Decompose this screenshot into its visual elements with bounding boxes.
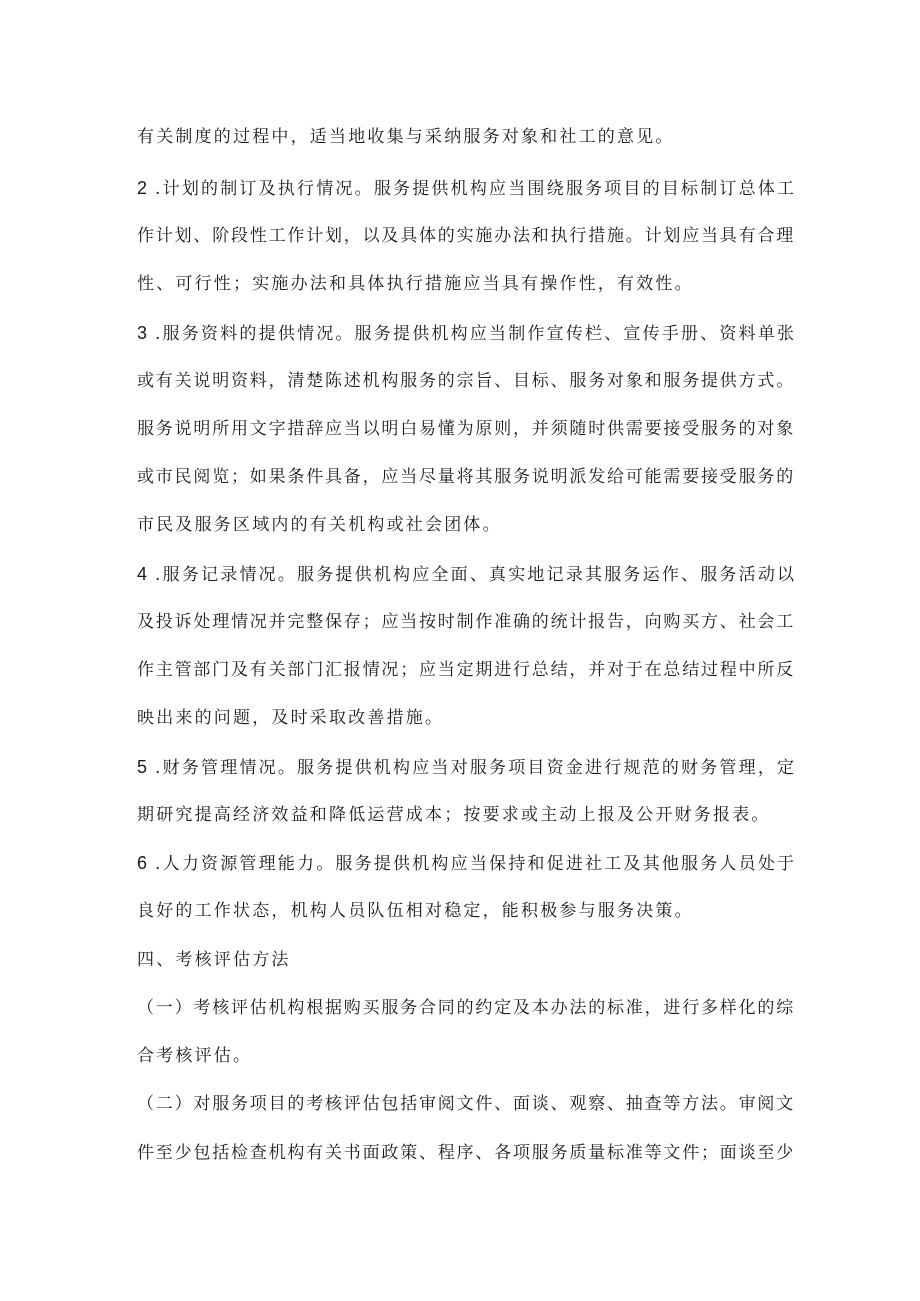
numbered-line <box>137 851 797 876</box>
item-number: 5 <box>137 757 148 777</box>
item-number: 3 <box>137 323 148 343</box>
text-line-body: 作主管部门及有关部门汇报情况；应当定期进行总结，并对于在总结过程中所反 <box>137 660 795 680</box>
numbered-line <box>137 755 797 780</box>
text-line <box>137 803 797 827</box>
text-line <box>137 1092 797 1116</box>
text-line-body: 映出来的问题，及时采取改善措施。 <box>137 708 445 728</box>
numbered-line <box>137 321 797 346</box>
text-line <box>137 272 797 296</box>
text-line-body: （一）考核评估机构根据购买服务合同的约定及本办法的标准，进行多样化的综 <box>137 998 795 1018</box>
text-line-body: 作计划、阶段性工作计划，以及具体的实施办法和执行措施。计划应当具有合理 <box>137 226 795 246</box>
text-line-body: 服务说明所用文字措辞应当以明白易懂为原则，并须随时供需要接受服务的对象 <box>137 419 795 439</box>
text-line-body: 良好的工作状态，机构人员队伍相对稳定，能积极参与服务决策。 <box>137 901 694 921</box>
item-number: 6 <box>137 853 148 873</box>
text-line-body: 或有关说明资料，清楚陈述机构服务的宗旨、目标、服务对象和服务提供方式。 <box>137 371 795 391</box>
item-number: 4 <box>137 564 148 584</box>
text-line <box>137 658 797 682</box>
numbered-line <box>137 562 797 587</box>
text-line <box>137 706 797 730</box>
text-line-body: 件至少包括检查机构有关书面政策、程序、各项服务质量标准等文件；面谈至少 <box>137 1143 795 1163</box>
text-line <box>137 224 797 248</box>
text-line-body: 市民及服务区域内的有关机构或社会团体。 <box>137 515 502 535</box>
text-line <box>137 996 797 1020</box>
text-line-body: 期研究提高经济效益和降低运营成本；按要求或主动上报及公开财务报表。 <box>137 805 771 825</box>
text-line <box>137 125 797 149</box>
text-line-body: .计划的制订及执行情况。服务提供机构应当围绕服务项目的目标制订总体工 <box>155 179 797 199</box>
text-line-body: 性、可行性；实施办法和具体执行措施应当具有操作性，有效性。 <box>137 274 694 294</box>
text-line <box>137 513 797 537</box>
text-line <box>137 1141 797 1165</box>
text-line-body: .服务资料的提供情况。服务提供机构应当制作宣传栏、宣传手册、资料单张 <box>155 324 797 344</box>
text-line-body: 及投诉处理情况并完整保存；应当按时制作准确的统计报告，向购买方、社会工 <box>137 612 795 632</box>
text-line <box>137 1044 797 1068</box>
text-line-body: 有关制度的过程中，适当地收集与采纳服务对象和社工的意见。 <box>137 127 675 147</box>
section-heading <box>137 948 797 972</box>
text-line <box>137 417 797 441</box>
numbered-line <box>137 176 797 201</box>
section-heading-text: 四、考核评估方法 <box>137 950 291 970</box>
text-line <box>137 465 797 489</box>
text-line <box>137 369 797 393</box>
text-line-body: .人力资源管理能力。服务提供机构应当保持和促进社工及其他服务人员处于 <box>155 854 797 874</box>
text-line-body: 合考核评估。 <box>137 1046 253 1066</box>
text-line-body: .服务记录情况。服务提供机构应全面、真实地记录其服务运作、服务活动以 <box>155 565 797 585</box>
text-line <box>137 610 797 634</box>
text-line <box>137 899 797 923</box>
text-line-body: .财务管理情况。服务提供机构应当对服务项目资金进行规范的财务管理，定 <box>155 758 797 778</box>
text-line-body: （二）对服务项目的考核评估包括审阅文件、面谈、观察、抽查等方法。审阅文 <box>137 1094 795 1114</box>
text-line-body: 或市民阅览；如果条件具备，应当尽量将其服务说明派发给可能需要接受服务的 <box>137 467 795 487</box>
item-number: 2 <box>137 178 148 198</box>
